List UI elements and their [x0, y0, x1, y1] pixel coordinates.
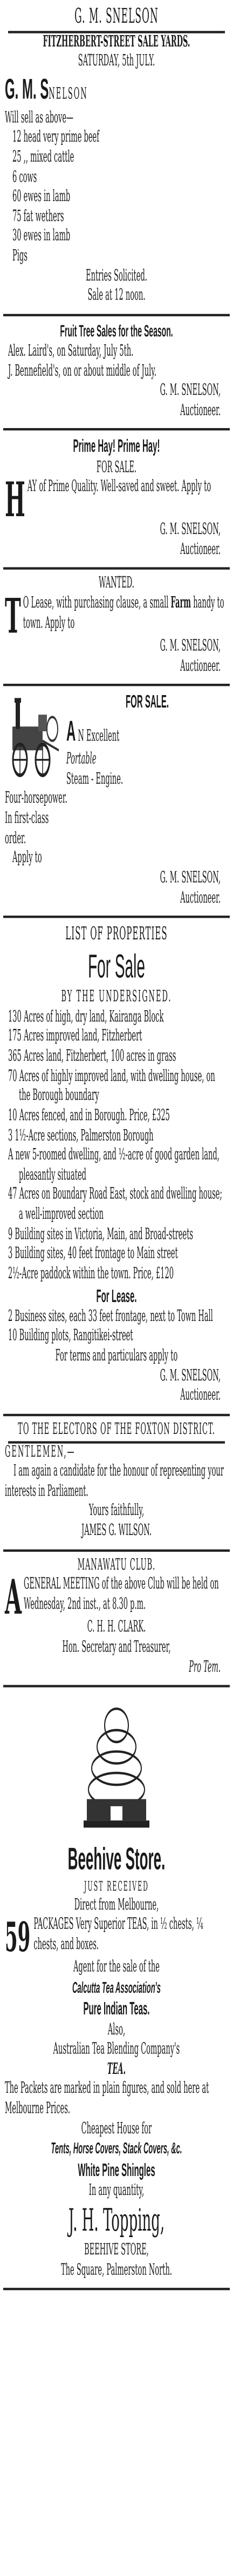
ad-line: J. Bennefield's, on or about middle of July. [8, 362, 157, 380]
drop-cap: T [5, 589, 21, 645]
property-item: 9 Building sites in Victoria, Main, and Broad-streets [8, 1225, 194, 1244]
ad-title: WANTED. [99, 575, 134, 593]
property-item: A new 5-roomed dwelling, and ½-acre of good garden land, pleasantly situated [8, 1146, 220, 1184]
ad-body [5, 589, 228, 645]
signature-role: Auctioneer. [180, 540, 221, 559]
signature: C. H. H. CLARK. [87, 1618, 146, 1637]
notice-title: TO THE ELECTORS OF THE FOXTON DISTRICT. [18, 1420, 215, 1439]
list-item: 6 cows [12, 168, 37, 186]
ad-title: LIST OF PROPERTIES [65, 923, 168, 945]
ad-title: Prime Hay! Prime Hay! [73, 437, 160, 457]
store-address: The Square, Palmerston North. [60, 2261, 173, 2279]
notice-text: GENERAL MEETING of the above Club will be held on Wednesday, 2nd inst., at 8.30 p.m. [24, 1576, 219, 1614]
divider [3, 2288, 230, 2290]
store-name: BEEHIVE STORE, [84, 2241, 149, 2260]
lease-heading: For Lease. [96, 1286, 137, 1306]
property-item: 2½-Acre paddock within the town. Price, £120 [8, 1265, 174, 1283]
ad-text-b: handy to town. Apply to [23, 595, 224, 632]
tents-line: Tents, Horse Covers, Stack Covers, &c. [51, 2139, 182, 2158]
venue: FITZHERBERT-STREET SALE YARDS. [43, 33, 190, 51]
aus-line: Australian Tea Blending Company's [53, 2040, 180, 2059]
tea-line: TEA. [107, 2060, 126, 2079]
list-item: 30 ewes in lamb [12, 228, 71, 246]
signature: G. M. SNELSON, [160, 382, 221, 400]
apply-line: Apply to [12, 849, 42, 867]
pro-tem: Pro Tem. [189, 1658, 221, 1677]
property-item: 365 Acres land, Fitzherbert, 100 acres in grass [8, 1047, 176, 1066]
property-item: 3 1½-Acre sections, Palmerston Borough [8, 1126, 154, 1145]
list-item: Pigs [12, 247, 28, 265]
ad-text: AY of Prime Quality. Well-saved and sweet. Apply to [27, 478, 211, 496]
ad-header: G. M. SNELSON [74, 4, 159, 29]
prime-hay-ad [0, 431, 233, 568]
notice-body [5, 1570, 228, 1626]
notice-body: I am again a candidate for the honour of representing your interests in Parliament. [5, 1463, 224, 1500]
name-big: G. M. S [5, 74, 49, 106]
signature: G. M. SNELSON, [160, 521, 221, 539]
snelson-sale-ad [0, 0, 233, 314]
wanted-ad [0, 570, 233, 684]
sale-date: SATURDAY, 5th JULY. [78, 52, 155, 71]
signature-role: Auctioneer. [180, 657, 221, 675]
signature: JAMES G. WILSON. [81, 1522, 152, 1540]
packages-text: PACKAGES Very Superior TEAS, in ½ chests, ¼ chests, and boxes. [33, 1916, 203, 1954]
pure-teas: Pure Indian Teas. [83, 1999, 150, 2020]
ad-subtitle: FOR SALE. [96, 458, 137, 477]
property-item: 47 Acres on Boundary Road East, stock and dwelling house; a well-improved section [8, 1186, 222, 1224]
manawatu-club-notice [0, 1551, 233, 1685]
intro: Will sell as above— [5, 109, 74, 127]
ad-line: Four-horsepower. [5, 790, 67, 808]
signature-role: Auctioneer. [180, 402, 221, 420]
lease-item: 10 Building plots, Rangitikei-street [8, 1327, 133, 1346]
drop-cap: H [5, 472, 25, 529]
property-item: 130 Acres of high, dry land, Kairanga Block [8, 1008, 164, 1026]
entries-note: Entries Solicited. [86, 267, 147, 285]
beehive-icon [76, 1694, 157, 1837]
ad-line: In first-class [5, 810, 49, 828]
property-item: 175 Acres improved land, Fitzherbert [8, 1027, 142, 1046]
closing: Yours faithfully, [88, 1502, 145, 1520]
agent-line: Agent for the sale of the [73, 1958, 160, 1977]
ad-line: Alex. Laird's, on Saturday, July 5th. [8, 342, 134, 361]
signature: G. M. SNELSON, [160, 637, 221, 656]
by-line: BY THE UNDERSIGNED. [61, 988, 172, 1006]
ad-line: N Excellent [78, 727, 120, 745]
signature-role: Auctioneer. [180, 1386, 221, 1405]
from-line: Direct from Melbourne, [74, 1896, 159, 1914]
ad-line: order. [5, 829, 26, 847]
package-count: 59 [5, 1914, 31, 1963]
drop-cap: A [5, 1570, 22, 1626]
sale-time: Sale at 12 noon. [87, 286, 146, 305]
property-item: 70 Acres of highly improved land, with dwelling house, on the Borough boundary [8, 1067, 215, 1105]
owner-name: J. H. Topping, [68, 2203, 165, 2239]
list-item: 75 fat wethers [12, 208, 64, 226]
beehive-store-ad [0, 1687, 233, 2288]
steam-engine-illustration [5, 693, 62, 779]
terms-line: For terms and particulars apply to [55, 1347, 178, 1365]
properties-ad [0, 918, 233, 1414]
ad-line: Steam - Engine. [66, 770, 124, 789]
quantity-line: In any quantity, [88, 2182, 145, 2200]
signature-role: Auctioneer. [180, 889, 221, 907]
list-item: 12 head very prime beef [12, 129, 100, 147]
drop-cap: A [66, 715, 76, 748]
property-item: 10 Acres fenced, and in Borough. Price, £325 [8, 1107, 170, 1125]
engine-sale-ad [0, 686, 233, 916]
packages-line [5, 1914, 228, 1963]
store-title: Beehive Store. [67, 1840, 166, 1877]
ad-text-a: O Lease, with purchasing clause, a small [23, 595, 171, 613]
ad-title: Fruit Tree Sales for the Season. [60, 321, 173, 341]
also-line: Also, [107, 2021, 126, 2039]
ad-body [5, 472, 228, 529]
ad-line: Portable [66, 750, 97, 769]
fruit-tree-ad [0, 316, 233, 429]
property-item: 3 Building sites, 40 feet frontage to Main street [8, 1245, 178, 1264]
signature: G. M. SNELSON, [160, 1367, 221, 1385]
list-item: 25 ,, mixed cattle [12, 148, 74, 166]
for-sale-heading: For Sale [88, 948, 145, 985]
cheapest-line: Cheapest House for [81, 2119, 152, 2138]
lease-item: 2 Business sites, each 33 feet frontage, next to Town Hall [8, 1307, 213, 1326]
packets-line: The Packets are marked in plain figures, and sold here at Melbourne Prices. [5, 2080, 209, 2118]
shingles-line: White Pine Shingles [78, 2160, 155, 2181]
notice-title: MANAWATU CLUB. [77, 1556, 156, 1574]
salutation: GENTLEMEN,— [5, 1443, 76, 1461]
electors-notice [0, 1416, 233, 1549]
auctioneer-name [5, 72, 228, 109]
signature-role: Hon. Secretary and Treasurer, [62, 1638, 171, 1657]
ad-title: FOR SALE. [125, 692, 169, 713]
calcutta-line: Calcutta Tea Association's [72, 1978, 161, 1997]
just-received: JUST RECEIVED [84, 1879, 149, 1895]
name-rest: NELSON [49, 85, 88, 104]
ad-text-bold: Farm [170, 595, 191, 613]
list-item: 60 ewes in lamb [12, 188, 71, 206]
signature: G. M. SNELSON, [160, 869, 221, 887]
